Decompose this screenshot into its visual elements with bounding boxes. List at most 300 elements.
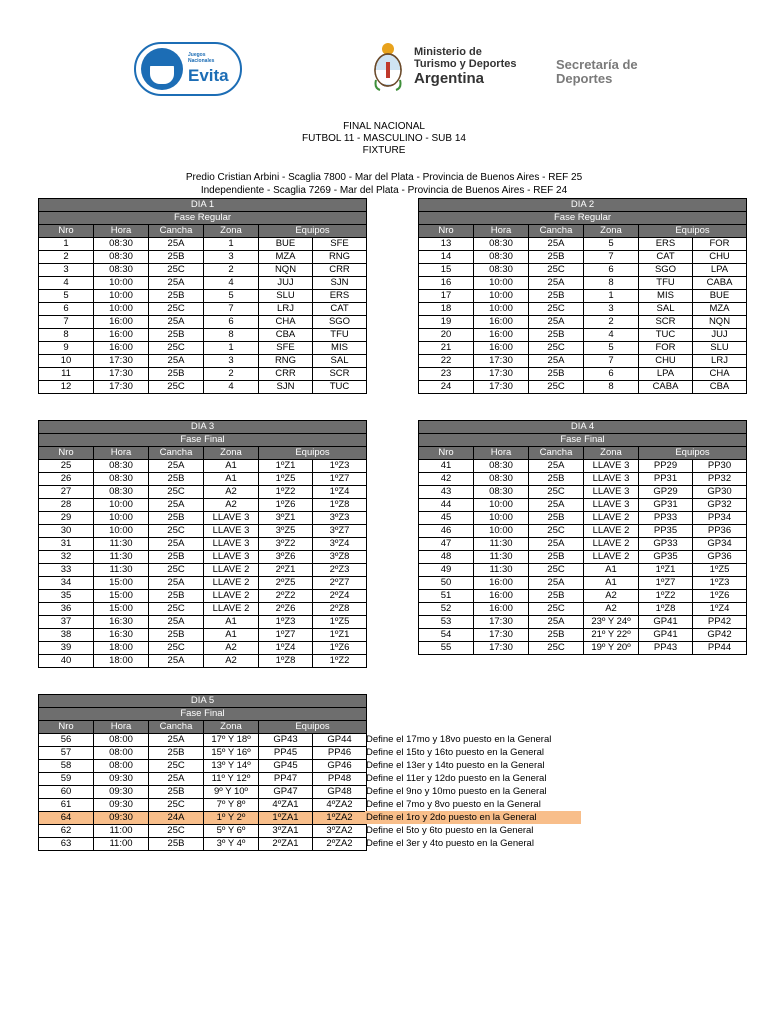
table-cell: A2 — [584, 590, 639, 603]
table-cell: 3ºZ4 — [313, 538, 367, 551]
table-row — [419, 316, 747, 329]
table-row — [39, 577, 367, 590]
table-cell: 39 — [39, 642, 94, 655]
table-cell: 7 — [204, 303, 259, 316]
table-cell: LLAVE 2 — [204, 564, 259, 577]
column-header: Cancha — [149, 225, 204, 238]
juegos-evita-logo — [134, 42, 242, 96]
table-cell: 25B — [529, 590, 584, 603]
table-cell: 10:00 — [94, 499, 149, 512]
column-header: Hora — [94, 447, 149, 460]
table-cell: SJN — [259, 381, 313, 394]
table-cell: 33 — [39, 564, 94, 577]
note-line: Define el 3er y 4to puesto en la General — [366, 838, 534, 849]
table-cell: 3ºZ5 — [259, 525, 313, 538]
table-cell: 1 — [39, 238, 94, 251]
table-cell: 25B — [529, 473, 584, 486]
table-cell: 2ºZA2 — [313, 838, 367, 851]
table-cell: CAT — [639, 251, 693, 264]
table-cell: A1 — [204, 460, 259, 473]
table-cell: PP46 — [313, 747, 367, 760]
column-header: Cancha — [149, 721, 204, 734]
table-cell: 25A — [529, 238, 584, 251]
column-header: Nro — [419, 225, 474, 238]
day-title: DIA 4 — [419, 421, 747, 434]
table-cell: CBA — [259, 329, 313, 342]
table-row — [39, 629, 367, 642]
table-cell: GP48 — [313, 786, 367, 799]
argentina-text: Argentina — [414, 70, 485, 87]
table-cell: 08:30 — [94, 251, 149, 264]
evita-portrait-icon — [141, 48, 183, 90]
table-cell: 16:00 — [474, 603, 529, 616]
table-cell: 25 — [39, 460, 94, 473]
table-cell: SLU — [693, 342, 747, 355]
table-cell: 54 — [419, 629, 474, 642]
table-cell: GP29 — [639, 486, 693, 499]
table-cell: 08:30 — [94, 238, 149, 251]
table-cell: 17:30 — [474, 642, 529, 655]
table-cell: 1ºZ5 — [259, 473, 313, 486]
table-cell: 2ºZ7 — [313, 577, 367, 590]
table-cell: 1ºZ7 — [639, 577, 693, 590]
table-cell: 25A — [529, 499, 584, 512]
table-cell: LPA — [693, 264, 747, 277]
table-cell: 2ºZ3 — [313, 564, 367, 577]
table-cell: 24A — [149, 812, 204, 825]
column-header: Cancha — [149, 447, 204, 460]
table-cell: 25B — [529, 629, 584, 642]
table-cell: RNG — [313, 251, 367, 264]
table-cell: A2 — [204, 642, 259, 655]
table-cell: 45 — [419, 512, 474, 525]
table-cell: 1ºZ3 — [693, 577, 747, 590]
table-row — [39, 499, 367, 512]
table-cell: 25A — [529, 316, 584, 329]
table-cell: PP33 — [639, 512, 693, 525]
table-cell: 11:30 — [94, 551, 149, 564]
table-cell: 21º Y 22º — [584, 629, 639, 642]
table-cell: LLAVE 3 — [584, 499, 639, 512]
table-cell: TFU — [639, 277, 693, 290]
table-cell: 15:00 — [94, 577, 149, 590]
table-row — [39, 538, 367, 551]
table-cell: 8 — [584, 277, 639, 290]
table-cell: 3ºZ6 — [259, 551, 313, 564]
table-cell: 25C — [149, 642, 204, 655]
table-cell: PP32 — [693, 473, 747, 486]
table-row — [419, 486, 747, 499]
table-cell: 25B — [149, 512, 204, 525]
table-cell: 25A — [529, 277, 584, 290]
table-cell: 1ºZ8 — [259, 655, 313, 668]
table-cell: 61 — [39, 799, 94, 812]
table-cell: 1ºZ3 — [259, 616, 313, 629]
table-cell: GP45 — [259, 760, 313, 773]
column-header: Nro — [39, 225, 94, 238]
table-cell: 38 — [39, 629, 94, 642]
table-cell: 08:00 — [94, 747, 149, 760]
table-row — [39, 773, 367, 786]
table-cell: 1ºZ1 — [259, 460, 313, 473]
table-row — [39, 786, 367, 799]
table-cell: GP31 — [639, 499, 693, 512]
table-row — [39, 290, 367, 303]
table-row — [39, 603, 367, 616]
note-line: Define el 9no y 10mo puesto en la General — [366, 786, 547, 797]
table-cell: 18:00 — [94, 655, 149, 668]
table-cell: PP31 — [639, 473, 693, 486]
table-cell: LLAVE 3 — [584, 473, 639, 486]
table-cell: 10:00 — [474, 525, 529, 538]
table-cell: TUC — [639, 329, 693, 342]
table-cell: 10:00 — [94, 303, 149, 316]
table-cell: 1ºZ4 — [259, 642, 313, 655]
table-cell: GP42 — [693, 629, 747, 642]
table-cell: LLAVE 3 — [204, 512, 259, 525]
table-cell: 3 — [584, 303, 639, 316]
table-cell: 57 — [39, 747, 94, 760]
table-cell: 1ºZ6 — [693, 590, 747, 603]
table-cell: 25A — [149, 316, 204, 329]
table-cell: 25A — [149, 655, 204, 668]
table-row — [419, 329, 747, 342]
column-header: Nro — [39, 447, 94, 460]
table-cell: 11:30 — [474, 538, 529, 551]
table-cell: 17:30 — [474, 381, 529, 394]
table-cell: 25C — [529, 525, 584, 538]
table-cell: 15:00 — [94, 603, 149, 616]
table-row — [419, 277, 747, 290]
table-row — [39, 616, 367, 629]
table-cell: BUE — [693, 290, 747, 303]
table-cell: 1 — [584, 290, 639, 303]
table-cell: 6 — [39, 303, 94, 316]
table-cell: 25B — [149, 590, 204, 603]
table-cell: 2ºZ2 — [259, 590, 313, 603]
table-row — [39, 316, 367, 329]
table-row — [39, 512, 367, 525]
table-row — [419, 616, 747, 629]
table-cell: 1ºZ1 — [313, 629, 367, 642]
table-cell: MZA — [259, 251, 313, 264]
table-row — [419, 642, 747, 655]
table-cell: SAL — [313, 355, 367, 368]
table-cell: 1ºZA1 — [259, 812, 313, 825]
table-cell: 9 — [39, 342, 94, 355]
table-cell: 34 — [39, 577, 94, 590]
table-cell: 08:30 — [474, 251, 529, 264]
table-cell: 3ºZ3 — [313, 512, 367, 525]
table-cell: 2ºZ6 — [259, 603, 313, 616]
table-cell: 3ºZ8 — [313, 551, 367, 564]
table-cell: 25C — [149, 564, 204, 577]
table-cell: 25A — [529, 538, 584, 551]
table-cell: 2 — [584, 316, 639, 329]
table-cell: 52 — [419, 603, 474, 616]
table-cell: 20 — [419, 329, 474, 342]
table-row — [419, 251, 747, 264]
table-cell: LLAVE 2 — [204, 590, 259, 603]
table-cell: 25B — [149, 473, 204, 486]
table-cell: 62 — [39, 825, 94, 838]
day-title: DIA 2 — [419, 199, 747, 212]
table-cell: 09:30 — [94, 812, 149, 825]
table-cell: 6 — [584, 264, 639, 277]
table-cell: 1ºZ7 — [313, 473, 367, 486]
table-cell: 1ºZ4 — [693, 603, 747, 616]
day-title: DIA 1 — [39, 199, 367, 212]
column-header: Cancha — [529, 447, 584, 460]
table-cell: 3 — [39, 264, 94, 277]
dia3-table — [38, 420, 367, 668]
table-cell: 16:00 — [474, 329, 529, 342]
table-cell: 1ºZ6 — [259, 499, 313, 512]
dia5-table — [38, 694, 367, 851]
table-cell: GP32 — [693, 499, 747, 512]
table-cell: 5 — [584, 238, 639, 251]
table-cell: 24 — [419, 381, 474, 394]
column-header: Equipos — [259, 721, 367, 734]
dia5-notes — [365, 733, 581, 850]
column-header: Hora — [474, 225, 529, 238]
table-cell: 3º Y 4º — [204, 838, 259, 851]
table-cell: 09:30 — [94, 773, 149, 786]
table-cell: CHU — [639, 355, 693, 368]
table-cell: 08:00 — [94, 734, 149, 747]
table-cell: 48 — [419, 551, 474, 564]
table-cell: PP47 — [259, 773, 313, 786]
table-cell: GP41 — [639, 629, 693, 642]
table-cell: 1ºZ7 — [259, 629, 313, 642]
column-header: Zona — [584, 447, 639, 460]
title-line2: FUTBOL 11 - MASCULINO - SUB 14 — [302, 133, 466, 144]
table-cell: PP30 — [693, 460, 747, 473]
table-cell: LLAVE 2 — [204, 603, 259, 616]
table-cell: 10:00 — [474, 499, 529, 512]
table-cell: 1ºZ8 — [313, 499, 367, 512]
table-cell: SCR — [313, 368, 367, 381]
table-cell: LLAVE 2 — [204, 577, 259, 590]
table-cell: 16 — [419, 277, 474, 290]
table-cell: 4 — [204, 277, 259, 290]
table-cell: 17:30 — [474, 616, 529, 629]
phase-title: Fase Final — [39, 708, 367, 721]
table-cell: 4ºZA1 — [259, 799, 313, 812]
table-cell: 1ºZ3 — [313, 460, 367, 473]
table-cell: 64 — [39, 812, 94, 825]
table-row — [39, 590, 367, 603]
ministerio-line1: Ministerio de — [414, 46, 482, 58]
table-cell: LLAVE 2 — [584, 525, 639, 538]
table-row — [39, 564, 367, 577]
table-cell: 32 — [39, 551, 94, 564]
table-cell: 7 — [39, 316, 94, 329]
table-row — [39, 525, 367, 538]
table-cell: 25B — [529, 329, 584, 342]
table-cell: 60 — [39, 786, 94, 799]
table-cell: 25A — [149, 277, 204, 290]
table-cell: 6 — [204, 316, 259, 329]
table-cell: 08:30 — [474, 264, 529, 277]
table-cell: 17:30 — [474, 629, 529, 642]
table-cell: 13 — [419, 238, 474, 251]
table-cell: 4ºZA2 — [313, 799, 367, 812]
table-cell: 25A — [149, 538, 204, 551]
table-row — [419, 342, 747, 355]
table-cell: 5 — [39, 290, 94, 303]
table-cell: 3ºZ7 — [313, 525, 367, 538]
table-cell: RNG — [259, 355, 313, 368]
table-cell: LLAVE 3 — [204, 525, 259, 538]
table-cell: 11 — [39, 368, 94, 381]
table-cell: 1ºZ6 — [313, 642, 367, 655]
table-cell: 25C — [149, 303, 204, 316]
table-cell: 16:00 — [94, 342, 149, 355]
table-cell: 9º Y 10º — [204, 786, 259, 799]
table-cell: 25A — [149, 773, 204, 786]
secretaria-logo-text — [556, 58, 638, 86]
table-cell: 08:00 — [94, 760, 149, 773]
table-cell: CABA — [639, 381, 693, 394]
note-line: Define el 1ro y 2do puesto en la General — [365, 811, 581, 824]
table-cell: 3ºZA2 — [313, 825, 367, 838]
table-row — [419, 473, 747, 486]
table-cell: CRR — [313, 264, 367, 277]
table-cell: 35 — [39, 590, 94, 603]
table-cell: A1 — [204, 473, 259, 486]
evita-big-text: Evita — [188, 66, 229, 85]
table-cell: 08:30 — [474, 486, 529, 499]
table-row — [39, 264, 367, 277]
table-cell: 42 — [419, 473, 474, 486]
table-row — [419, 290, 747, 303]
table-cell: 25C — [529, 342, 584, 355]
note-line: Define el 11er y 12do puesto en la General — [366, 773, 547, 784]
table-cell: GP44 — [313, 734, 367, 747]
table-cell: PP48 — [313, 773, 367, 786]
table-cell: NQN — [693, 316, 747, 329]
table-cell: 25B — [149, 329, 204, 342]
venue-line2: Independiente - Scaglia 7269 - Mar del Plata - Provincia de Buenos Aires - REF 24 — [200, 185, 568, 196]
table-cell: 17:30 — [94, 381, 149, 394]
table-cell: 23º Y 24º — [584, 616, 639, 629]
table-cell: 25A — [529, 460, 584, 473]
table-cell: 25A — [529, 577, 584, 590]
table-cell: 25C — [529, 486, 584, 499]
table-cell: 41 — [419, 460, 474, 473]
table-cell: GP34 — [693, 538, 747, 551]
table-cell: 4 — [204, 381, 259, 394]
venue-line1: Predio Cristian Arbini - Scaglia 7800 - Mar del Plata - Provincia de Buenos Aires - REF 25 — [185, 172, 583, 183]
table-cell: 3 — [204, 355, 259, 368]
table-row — [419, 368, 747, 381]
table-cell: 2ºZ4 — [313, 590, 367, 603]
table-cell: 25A — [149, 238, 204, 251]
table-cell: 25A — [149, 734, 204, 747]
table-cell: 08:30 — [474, 460, 529, 473]
column-header: Cancha — [529, 225, 584, 238]
table-cell: 13º Y 14º — [204, 760, 259, 773]
ministerio-logo-text — [414, 46, 517, 87]
table-row — [39, 329, 367, 342]
table-cell: 16:00 — [474, 590, 529, 603]
table-cell: LLAVE 3 — [204, 551, 259, 564]
table-cell: 1 — [204, 342, 259, 355]
table-row — [419, 603, 747, 616]
table-cell: 25C — [149, 760, 204, 773]
table-cell: A1 — [204, 616, 259, 629]
table-cell: 19º Y 20º — [584, 642, 639, 655]
table-cell: 1ºZ2 — [313, 655, 367, 668]
table-cell: 5 — [584, 342, 639, 355]
table-cell: 25A — [529, 355, 584, 368]
table-cell: 7 — [584, 355, 639, 368]
phase-title: Fase Final — [39, 434, 367, 447]
table-cell: 25A — [149, 577, 204, 590]
table-cell: CHA — [693, 368, 747, 381]
table-cell: MIS — [313, 342, 367, 355]
table-cell: 10:00 — [94, 277, 149, 290]
table-row — [419, 629, 747, 642]
table-cell: 25C — [149, 381, 204, 394]
table-cell: 5 — [204, 290, 259, 303]
table-cell: 10:00 — [474, 277, 529, 290]
table-cell: 1ºZ2 — [259, 486, 313, 499]
table-cell: LRJ — [693, 355, 747, 368]
table-row — [419, 564, 747, 577]
table-cell: 11:30 — [474, 564, 529, 577]
table-cell: 11:30 — [474, 551, 529, 564]
table-cell: 11:30 — [94, 564, 149, 577]
day-title: DIA 3 — [39, 421, 367, 434]
table-cell: 11:30 — [94, 538, 149, 551]
table-cell: 1ºZ1 — [639, 564, 693, 577]
table-row — [39, 551, 367, 564]
table-cell: 25C — [149, 603, 204, 616]
table-cell: 3ºZ1 — [259, 512, 313, 525]
table-cell: 44 — [419, 499, 474, 512]
table-row — [39, 642, 367, 655]
table-cell: 59 — [39, 773, 94, 786]
table-cell: 25C — [529, 642, 584, 655]
table-cell: 6 — [584, 368, 639, 381]
secretaria-line1: Secretaría de — [556, 57, 638, 72]
table-cell: 25C — [149, 264, 204, 277]
table-cell: LLAVE 2 — [584, 512, 639, 525]
table-cell: A2 — [204, 486, 259, 499]
table-cell: LLAVE 2 — [584, 538, 639, 551]
table-cell: 50 — [419, 577, 474, 590]
table-cell: 2ºZ5 — [259, 577, 313, 590]
table-cell: 46 — [419, 525, 474, 538]
table-cell: 3ºZA1 — [259, 825, 313, 838]
table-cell: 11:00 — [94, 825, 149, 838]
table-row — [39, 473, 367, 486]
table-row — [419, 577, 747, 590]
escudo-argentina-icon — [372, 40, 404, 92]
column-header: Nro — [39, 721, 94, 734]
table-cell: 55 — [419, 642, 474, 655]
table-cell: MZA — [693, 303, 747, 316]
table-row — [39, 460, 367, 473]
table-cell: 25C — [529, 564, 584, 577]
table-cell: 17º Y 18º — [204, 734, 259, 747]
phase-title: Fase Regular — [419, 212, 747, 225]
table-cell: LLAVE 2 — [584, 551, 639, 564]
table-cell: 4 — [39, 277, 94, 290]
table-cell: 25B — [149, 629, 204, 642]
